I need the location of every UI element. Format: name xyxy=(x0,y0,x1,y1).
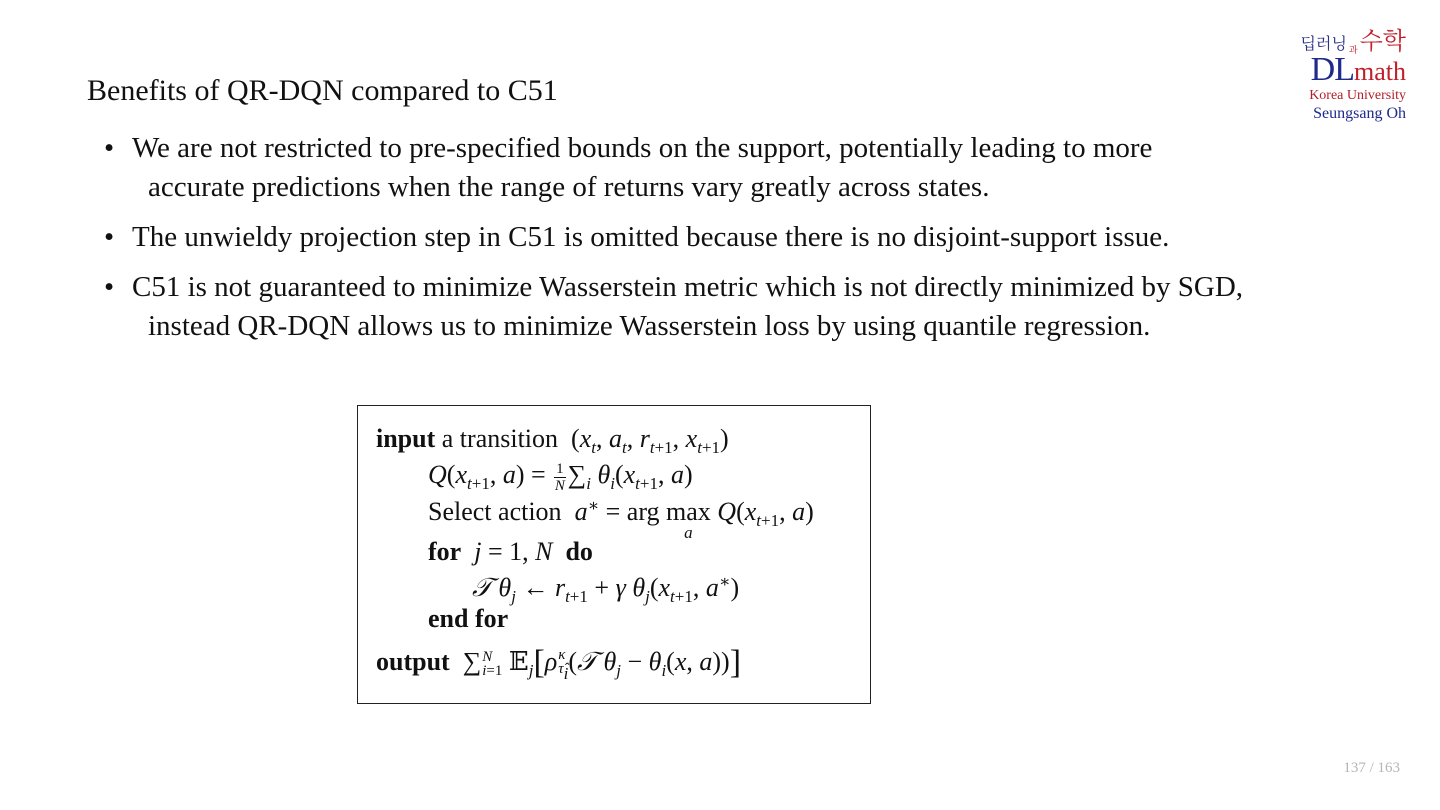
algo-transition-formula: ($x_t$, $a_t$, $r_{t+1}$, $x_{t+1}$) xyxy=(564,424,729,457)
bullet-icon: • xyxy=(104,132,115,164)
algo-do-keyword: do xyxy=(565,537,593,566)
logo-math: math xyxy=(1354,57,1406,86)
bullet-item xyxy=(104,218,1374,257)
bullet-line-continued: instead QR-DQN allows us to minimize Wasserstein loss by using quantile regression. xyxy=(148,310,1151,342)
bullet-list xyxy=(104,129,1374,357)
algo-endfor-row xyxy=(428,604,508,634)
algo-endfor-keyword: end for xyxy=(428,604,509,633)
algo-output-row xyxy=(376,644,741,682)
logo-dl: DL xyxy=(1310,51,1354,88)
logo xyxy=(1301,30,1406,122)
slide-title: Benefits of QR-DQN compared to C51 xyxy=(87,74,558,107)
algo-input-text: a transition xyxy=(441,424,559,453)
bullet-icon: • xyxy=(104,271,115,303)
algo-input-row xyxy=(376,424,729,458)
algo-select-formula: a∗ = arg max a $Q(x_{t+1}$, a) xyxy=(574,496,814,542)
logo-korean-small: 과 xyxy=(1348,45,1358,55)
logo-brand xyxy=(1301,53,1406,87)
algo-for-keyword: for xyxy=(428,537,462,566)
algo-update-row xyxy=(472,572,739,607)
algo-for-range: j = 1, N xyxy=(474,537,553,566)
page-number: 137 / 163 xyxy=(1343,760,1400,776)
algo-select-row xyxy=(428,496,814,542)
algo-for-row xyxy=(428,537,593,567)
algo-q-formula: $Q(x_{t+1}$, a) = $\frac{1}{N}$ $\sum_i$ $\theta_i(x_{t+1}$, a) xyxy=(428,460,693,494)
bullet-line: C51 is not guaranteed to minimize Wasserstein metric which is not directly minimized by SGD, xyxy=(132,271,1244,303)
logo-korean-left: 딥러닝 xyxy=(1300,36,1347,53)
logo-author: Seungsang Oh xyxy=(1313,105,1406,122)
bullet-item xyxy=(104,129,1374,207)
logo-korean-right: 수학 xyxy=(1359,29,1406,55)
bullet-line: We are not restricted to pre-specified bounds on the support, potentially leading to more xyxy=(132,132,1153,164)
algo-input-keyword: input xyxy=(376,424,436,453)
algo-output-formula: ∑ N i=1 𝔼$_j$[ρ κ $\taû_i$ (𝒯 $\theta_j - \theta_i(x$, a))] xyxy=(456,644,742,683)
bullet-item xyxy=(104,268,1374,346)
algorithm-box xyxy=(357,405,871,704)
algo-q-row xyxy=(428,460,693,494)
algo-output-keyword: output xyxy=(376,647,450,676)
logo-university: Korea University xyxy=(1309,88,1406,103)
algo-update-formula: 𝒯 $\theta_j$ ← $r_{t+1} + \gamma$ $\theta_j(x_{t+1}$, a∗) xyxy=(472,572,740,606)
algo-select-text: Select action xyxy=(428,497,562,526)
bullet-icon: • xyxy=(104,221,115,253)
bullet-line-continued: accurate predictions when the range of returns vary greatly across states. xyxy=(148,171,990,203)
bullet-line: The unwieldy projection step in C51 is omitted because there is no disjoint-support issue. xyxy=(132,221,1170,253)
